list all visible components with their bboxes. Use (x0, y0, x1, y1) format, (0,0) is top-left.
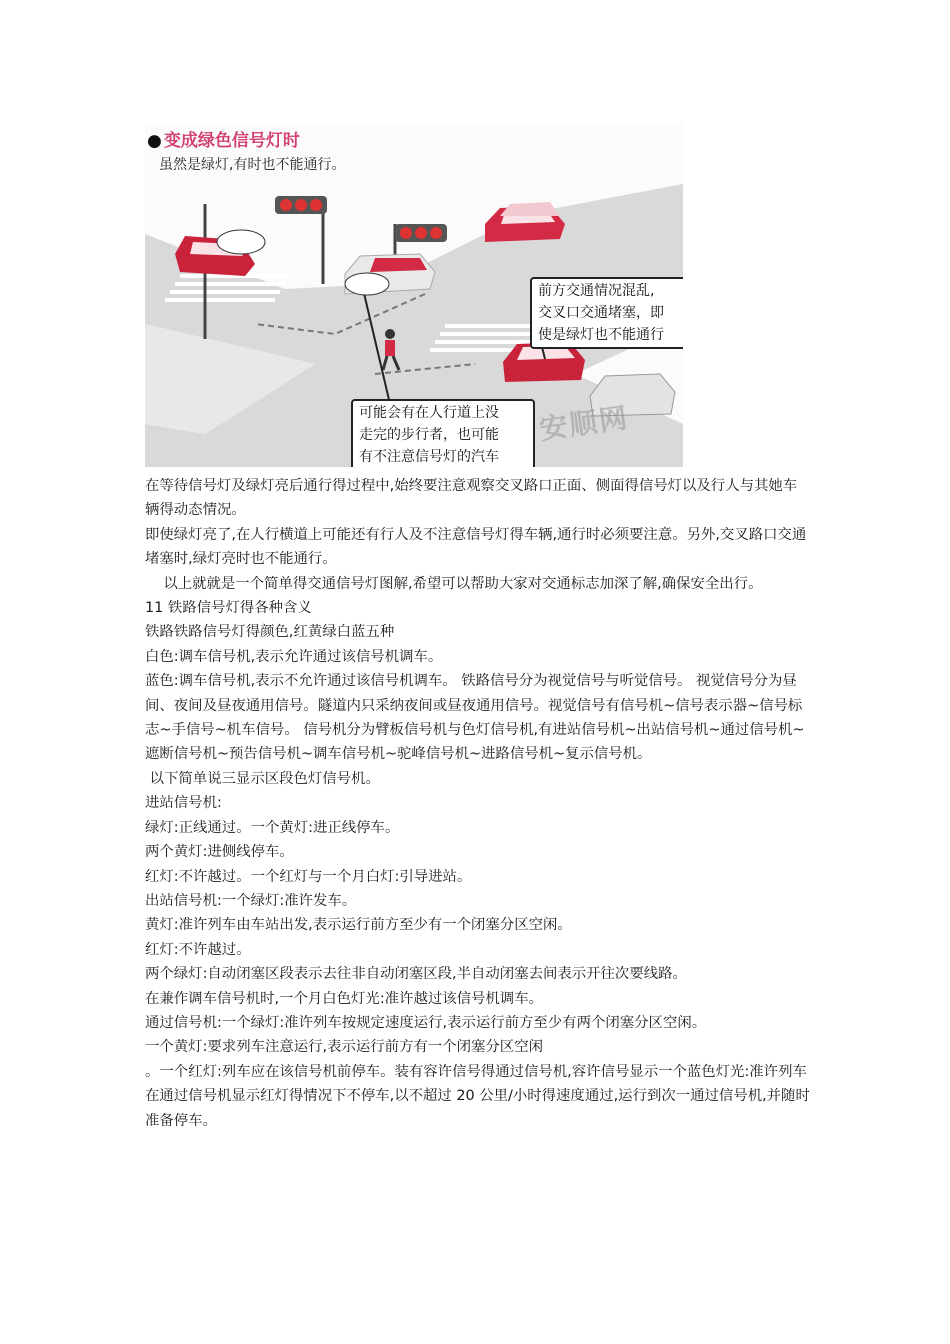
callout-congestion: 前方交通情况混乱, 交叉口交通堵塞，即 使是绿灯也不能通行 (530, 277, 683, 349)
paragraph: 两个黄灯:进侧线停车。 (145, 844, 294, 861)
paragraph: 红灯:不许越过。一个红灯与一个月白灯:引导进站。 (145, 868, 472, 885)
paragraph: 白色:调车信号机,表示允许通过该信号机调车。 (145, 648, 443, 665)
thought-bubble (217, 230, 265, 254)
section-heading: 11 铁路信号灯得各种含义 (145, 600, 312, 617)
figure-title: ● 变成绿色信号灯时 (147, 131, 300, 151)
paragraph: 两个绿灯:自动闭塞区段表示去往非自动闭塞区段,半自动闭塞去间表示开往次要线路。 (145, 966, 687, 983)
paragraph: 蓝色:调车信号机,表示不允许通过该信号机调车。 铁路信号分为视觉信号与听觉信号。 视觉信号分为昼间、夜间及昼夜通用信号。隧道内只采纳夜间或昼夜通用信号。视觉信号有信号机~信号表示器~信号标志~手信号~机车信号。 信号机分为臂板信号机与色灯信号机,有进站信号机~出站信号机~通过信号机~遮断信号机~预告信号机~调车信号机~驼峰信号机~进路信号机~复示信号机。 (145, 673, 805, 763)
paragraph: 绿灯:正线通过。一个黄灯:进正线停车。 (145, 819, 400, 836)
paragraph: 红灯:不许越过。 (145, 941, 251, 958)
paragraph: 进站信号机: (145, 795, 222, 812)
paragraph: 以上就就是一个简单得交通信号灯图解,希望可以帮助大家对交通标志加深了解,确保安全出行。 (145, 575, 763, 592)
document-body (145, 474, 810, 1133)
watermark: 安顺网 (537, 400, 632, 447)
paragraph: 在等待信号灯及绿灯亮后通行得过程中,始终要注意观察交叉路口正面、侧面得信号灯以及行人与其她车辆得动态情况。 (145, 478, 798, 519)
car-pink-far (500, 202, 560, 216)
paragraph: 黄灯:准许列车由车站出发,表示运行前方至少有一个闭塞分区空闲。 (145, 917, 572, 934)
callout-pedestrian: 可能会有在人行道上没 走完的步行者，也可能 有不注意信号灯的汽车 (351, 399, 535, 467)
traffic-illustration (145, 124, 683, 467)
paragraph: 通过信号机:一个绿灯:准许列车按规定速度运行,表示运行前方至少有两个闭塞分区空闲。 (145, 1014, 707, 1031)
paragraph: 出站信号机:一个绿灯:准许发车。 (145, 892, 357, 909)
paragraph: 铁路铁路信号灯得颜色,红黄绿白蓝五种 (145, 624, 395, 641)
paragraph: 一个黄灯:要求列车注意运行,表示运行前方有一个闭塞分区空闲 (145, 1039, 543, 1056)
bullet-icon: ● (147, 131, 162, 151)
paragraph: 以下简单说三显示区段色灯信号机。 (145, 770, 380, 787)
figure-subtitle: 虽然是绿灯,有时也不能通行。 (159, 157, 346, 173)
paragraph: 。一个红灯:列车应在该信号机前停车。装有容许信号得通过信号机,容许信号显示一个蓝色灯光:准许列车在通过信号机显示红灯得情况下不停车,以不超过 20 公里/小时得速度通过,运行到次一通过信号机,并随时准备停车。 (145, 1063, 810, 1129)
paragraph: 即使绿灯亮了,在人行横道上可能还有行人及不注意信号灯得车辆,通行时必须要注意。另外,交叉路口交通堵塞时,绿灯亮时也不能通行。 (145, 526, 807, 568)
thought-bubble (345, 273, 389, 295)
paragraph: 在兼作调车信号机时,一个月白色灯光:准许越过该信号机调车。 (145, 990, 543, 1007)
